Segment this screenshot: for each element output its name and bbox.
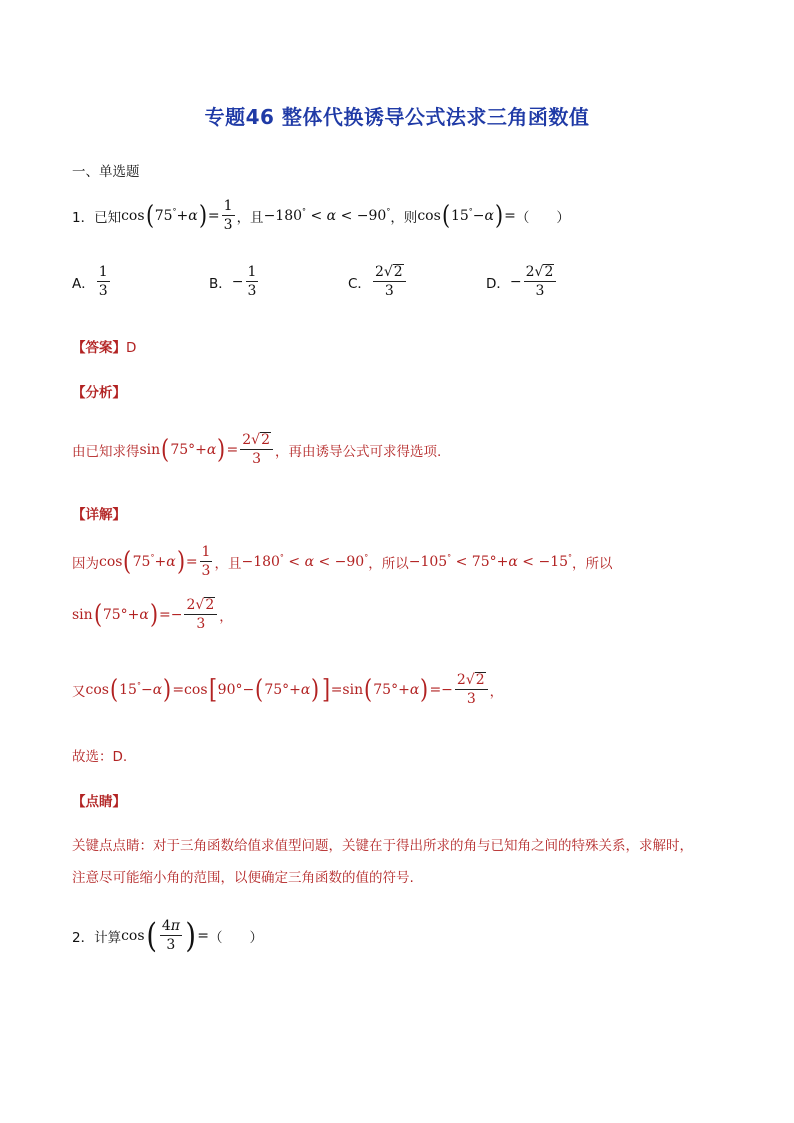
answer-label: 【答案】 xyxy=(72,340,126,356)
then-connector: ，则 xyxy=(390,209,418,226)
detail-because: 因为 xyxy=(72,555,99,572)
question-1 xyxy=(72,198,570,233)
question-stem-prefix: 已知 xyxy=(94,209,122,226)
question-number: 2． xyxy=(72,929,95,946)
answer-value: D xyxy=(126,340,137,356)
option-d: D． − $\frac{2√2}{3}$ xyxy=(486,264,558,299)
math-expression: sin(75°+α)= xyxy=(139,434,239,465)
page-title: 专题46 整体代换诱导公式法求三角函数值 xyxy=(204,105,590,129)
question-number: 1． xyxy=(72,209,95,226)
answer-blank: （ ） xyxy=(515,209,570,226)
option-label: C． xyxy=(348,275,371,292)
fraction: $\frac{2√2}{3}$ xyxy=(184,597,217,632)
answer-blank: （ ） xyxy=(208,929,263,946)
analysis-text xyxy=(72,432,441,467)
math-expression: −180° < α < −90° xyxy=(241,553,369,571)
detail-label: 【详解】 xyxy=(72,507,126,523)
analysis-label: 【分析】 xyxy=(72,385,126,401)
question-2 xyxy=(72,915,263,956)
math-expression: −180° < α < −90° xyxy=(263,207,391,225)
detail-line-2: sin(75°+α)=− $\frac{2√2}{3}$ ， xyxy=(72,597,233,633)
fraction: $\frac{2√2}{3}$ xyxy=(455,672,488,707)
option-label: A． xyxy=(72,275,95,292)
detail-line-3: 又 cos(15°−α)=cos[90°−(75°+α)]=sin(75°+α)=− $\frac{2√2}{3}$ ， xyxy=(72,672,504,708)
option-c xyxy=(348,264,408,299)
option-label: D． xyxy=(486,275,510,292)
math-expression: −105° < 75°+α < −15° xyxy=(408,553,573,571)
option-b: B． − $\frac{1}{3}$ xyxy=(209,264,257,300)
option-label: B． xyxy=(209,275,232,292)
answer-line xyxy=(72,336,136,356)
math-expression: )= xyxy=(185,915,209,956)
fraction: $\frac{2√2}{3}$ xyxy=(240,432,273,467)
fraction: $\frac{1}{3}$ xyxy=(201,544,211,580)
math-expression: cos(15°−α)= xyxy=(417,200,516,231)
tip-line-1: 关键点点睛：对于三角函数给值求值型问题，关键在于得出所求的角与已知角之间的特殊关系，求解时， xyxy=(72,838,693,854)
math-expression: cos(75°+α)= xyxy=(121,200,220,231)
fraction: $\frac{2√2}{3}$ xyxy=(373,264,406,299)
math-expression: cos( xyxy=(121,915,157,956)
fraction: $\frac{1}{3}$ xyxy=(98,264,108,300)
condition-connector: ，且 xyxy=(236,209,264,226)
math-expression: sin(75°+α)=− xyxy=(72,599,183,630)
fraction: $\frac{4\pi}{3}$ xyxy=(161,918,180,954)
analysis-suffix: ，再由诱导公式可求得选项. xyxy=(275,443,442,460)
detail-line-1 xyxy=(72,544,613,579)
detail-choose: 故选：D. xyxy=(72,749,128,765)
tip-line-2: 注意尽可能缩小角的范围，以便确定三角函数的值的符号. xyxy=(72,870,414,886)
detail-and: ，且 xyxy=(214,555,242,572)
option-a xyxy=(72,264,112,299)
detail-again: 又 xyxy=(72,683,86,700)
section-heading: 一、单选题 xyxy=(72,164,140,180)
detail-so: ，所以 xyxy=(368,555,409,572)
analysis-prefix: 由已知求得 xyxy=(72,443,140,460)
question-stem: 计算 xyxy=(94,929,122,946)
tip-label: 【点睛】 xyxy=(72,794,126,810)
fraction: $\frac{1}{3}$ xyxy=(247,264,257,300)
math-expression: cos(15°−α)=cos[90°−(75°+α)]=sin(75°+α)=− xyxy=(85,674,453,705)
fraction: $\frac{2√2}{3}$ xyxy=(524,264,557,299)
detail-so-tail: ，所以 xyxy=(572,555,613,572)
fraction: $\frac{1}{3}$ xyxy=(223,198,233,234)
math-expression: cos(75°+α)= xyxy=(99,546,198,577)
